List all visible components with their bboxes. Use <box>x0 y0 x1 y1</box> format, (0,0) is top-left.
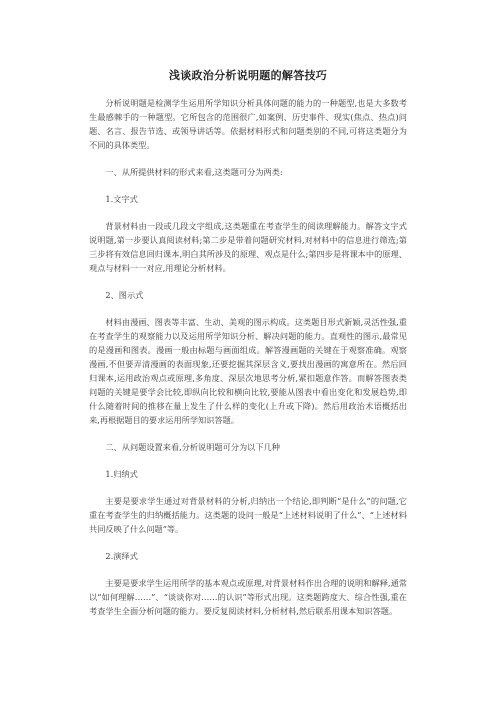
chart-type-paragraph: 材料由漫画、图表等丰富、生动、美观的图示构成。这类题目形式新颖,灵活性强,重在考查学生的观察能力以及运用所学知识分析、解决问题的能力。直观性的图示,最常见的是漫画和图表。漫画一般由标题与画面组成。解答漫画题的关键在于观察准确。观察漫画,不但要弄清漫画的表面现象,还要挖掘其深层含义,要找出漫画的寓意所在。然后回归课本,运用政治观点或原理,多角度、深层次地思考分析,紧扣题意作答。而解答图表类问题的关键是要学会比较,即纵向比较和横向比较,要能从图表中看出变化和发展趋势,即什么随着时间的推移在量上发生了什么样的变化(上升或下降)。然后用政治术语概括出来,再根据题目的要求运用所学知识答题。 <box>89 317 407 425</box>
text-type-paragraph: 背景材料由一段或几段文字组成,这类题重在考查学生的阅读理解能力。解答文字式说明题,第一步要认真阅读材料;第二步是带着问题研究材料,对材料中的信息进行筛选;第三步将有效信息回归课本,明白其所涉及的原理、观点是什么;第四步是将课本中的原理、观点与材料一一对应,用理论分析材料。 <box>89 221 407 273</box>
document-title: 浅谈政治分析说明题的解答技巧 <box>168 69 328 82</box>
subheading-text-type: 1.文字式 <box>105 194 138 204</box>
intro-paragraph: 分析说明题是检测学生运用所学知识分析具体问题的能力的一种题型,也是大多数考生最感棘手的一种题型。它所包含的范围很广,如案例、历史事件、现实(焦点、热点)问题、名言、报告节选、或领导讲话等。依据材料形式和问题类别的不同,可将这类题分为不同的具体类型。 <box>89 98 407 150</box>
subheading-inductive: 1.归纳式 <box>105 469 138 479</box>
inductive-paragraph: 主要是要求学生通过对背景材料的分析,归纳出一个结论,即判断“是什么”的问题,它重在考查学生的归纳概括能力。这类题的设问一般是“上述材料说明了什么”、“上述材料共同反映了什么问题”等。 <box>89 496 407 534</box>
section-heading-1: 一、从所提供材料的形式来看,这类题可分为两类: <box>105 167 283 177</box>
section-heading-2: 二、从问题设置来看,分析说明题可分为以下几种 <box>105 442 280 452</box>
deductive-paragraph: 主要是要求学生运用所学的基本观点或原理,对背景材料作出合理的说明和解释,通常以“如何理解……”、“谈谈你对……的认识”等形式出现。这类题跨度大、综合性强,重在考查学生全面分析问题的能力。要反复阅读材料,分析材料,然后联系用课本知识答题。 <box>89 578 407 616</box>
document-body <box>89 96 407 631</box>
subheading-deductive: 2.演绎式 <box>105 551 138 561</box>
subheading-chart-type: 2、图示式 <box>105 290 144 300</box>
